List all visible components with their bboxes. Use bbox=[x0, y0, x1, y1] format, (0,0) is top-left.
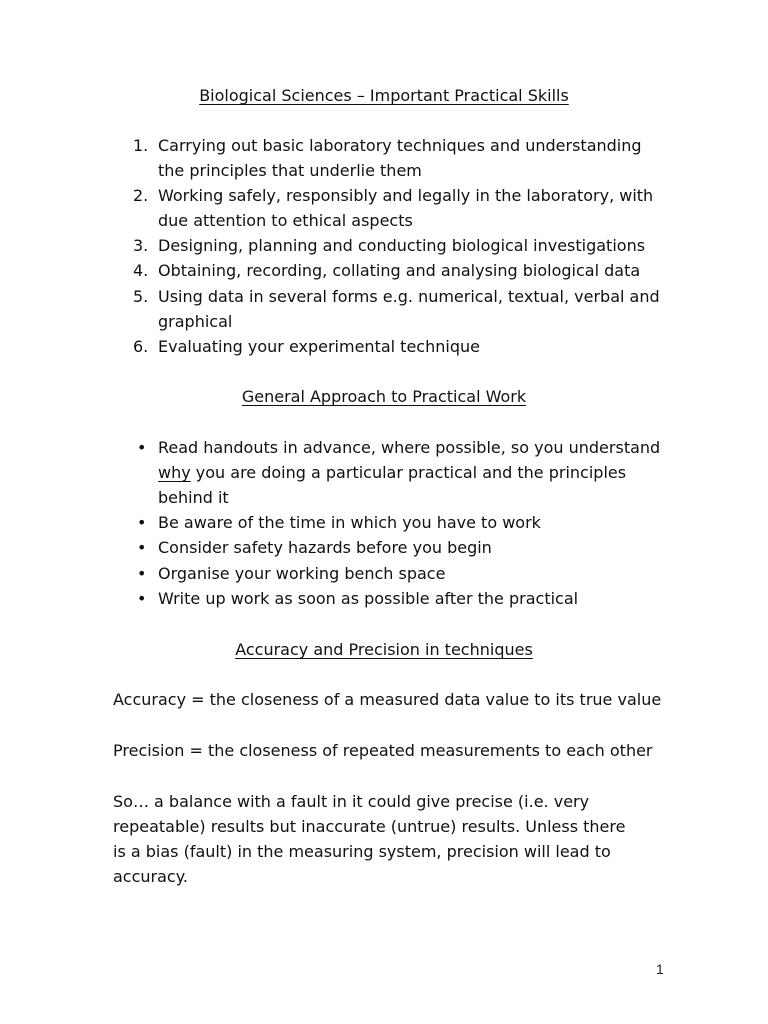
precision-definition: Precision = the closeness of repeated measurements to each other bbox=[113, 741, 653, 760]
bullet-icon: • bbox=[137, 438, 147, 457]
document-title: Biological Sciences – Important Practical Skills bbox=[199, 86, 569, 105]
list-item-text: due attention to ethical aspects bbox=[158, 211, 413, 230]
list-item-text: Be aware of the time in which you have to work bbox=[158, 513, 541, 532]
bullet-icon: • bbox=[137, 513, 147, 532]
bullet-icon: • bbox=[137, 538, 147, 557]
list-item-text: graphical bbox=[158, 312, 233, 331]
list-item-number: 5. bbox=[133, 287, 149, 306]
list-item-text: Organise your working bench space bbox=[158, 564, 446, 583]
list-item-text: Designing, planning and conducting biological investigations bbox=[158, 236, 646, 255]
list-item-text: Write up work as soon as possible after the practical bbox=[158, 589, 579, 608]
list-item-text: behind it bbox=[158, 488, 229, 507]
section-heading-general-approach: General Approach to Practical Work bbox=[241, 387, 527, 406]
list-item-text: Consider safety hazards before you begin bbox=[158, 538, 492, 557]
list-item-number: 2. bbox=[133, 186, 149, 205]
list-item-text: Carrying out basic laboratory techniques and understanding bbox=[158, 136, 642, 155]
accuracy-definition: Accuracy = the closeness of a measured data value to its true value bbox=[113, 690, 662, 709]
list-item-number: 4. bbox=[133, 261, 149, 280]
list-item-number: 1. bbox=[133, 136, 149, 155]
list-item-number: 3. bbox=[133, 236, 149, 255]
list-item-text: Evaluating your experimental technique bbox=[158, 337, 480, 356]
list-item-text: Obtaining, recording, collating and analysing biological data bbox=[158, 261, 641, 280]
paragraph-line: So… a balance with a fault in it could give precise (i.e. very bbox=[113, 792, 590, 811]
list-item-text: Working safely, responsibly and legally in the laboratory, with bbox=[158, 186, 654, 205]
list-item-text: why you are doing a particular practical and the principles bbox=[158, 463, 627, 482]
section-heading-accuracy-precision: Accuracy and Precision in techniques bbox=[235, 640, 533, 659]
list-item-text: the principles that underlie them bbox=[158, 161, 422, 180]
emphasis-why: why bbox=[158, 463, 191, 482]
list-item-text: Read handouts in advance, where possible, so you understand bbox=[158, 438, 661, 457]
bullet-icon: • bbox=[137, 564, 147, 583]
paragraph-line: is a bias (fault) in the measuring system, precision will lead to bbox=[113, 842, 611, 861]
paragraph-line: accuracy. bbox=[113, 867, 188, 886]
list-item-text: Using data in several forms e.g. numerical, textual, verbal and bbox=[158, 287, 660, 306]
page-number: 1 bbox=[656, 961, 664, 977]
list-item-number: 6. bbox=[133, 337, 149, 356]
bullet-icon: • bbox=[137, 589, 147, 608]
paragraph-line: repeatable) results but inaccurate (untrue) results. Unless there bbox=[113, 817, 626, 836]
